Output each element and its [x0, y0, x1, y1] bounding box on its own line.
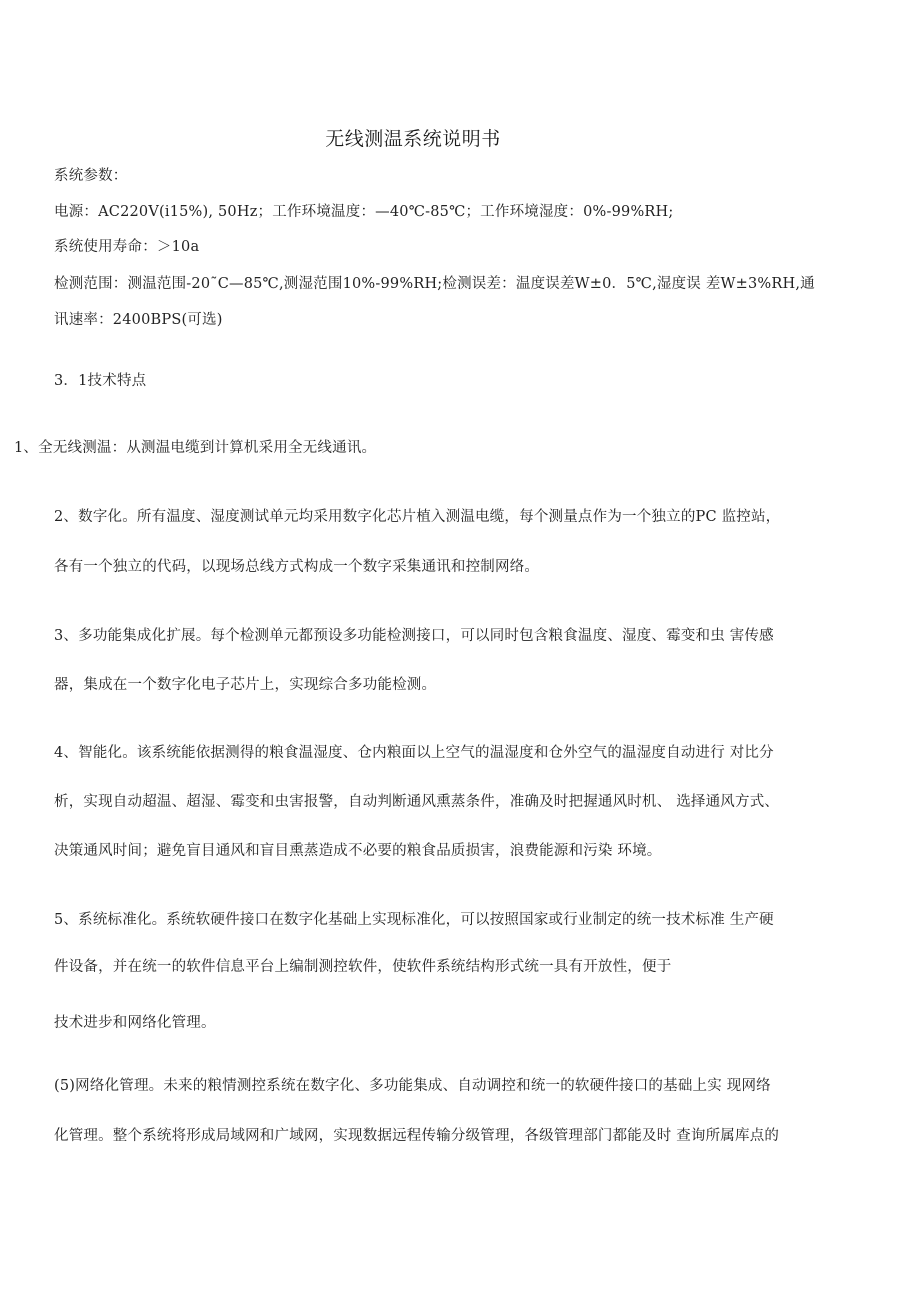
- feature-item-2-line-2: 各有一个独立的代码，以现场总线方式构成一个数字采集通讯和控制网络。: [54, 559, 540, 575]
- feature-item-6-line-1: (5)网络化管理。未来的粮情测控系统在数字化、多功能集成、自动调控和统一的软硬件接口的基础上实 现网络: [54, 1078, 771, 1094]
- params-power: 电源：AC220V(i15%), 50Hz；工作环境温度：—40℃-85℃；工作环境湿度：0%-99%RH;: [54, 204, 674, 220]
- feature-item-4-line-2: 析，实现自动超温、超湿、霉变和虫害报警，自动判断通风熏蒸条件，准确及时把握通风时机、 选择通风方式、: [54, 794, 780, 810]
- params-heading: 系统参数：: [54, 168, 128, 184]
- section-heading: 3．1技术特点: [54, 373, 147, 389]
- feature-item-5-line-2: 件设备，并在统一的软件信息平台上编制测控软件，使软件系统结构形式统一具有开放性，便于: [54, 959, 672, 975]
- params-life: 系统使用寿命：＞10a: [54, 239, 200, 255]
- feature-item-3-line-1: 3、多功能集成化扩展。每个检测单元都预设多功能检测接口，可以同时包含粮食温度、湿度、霉变和虫 害传感: [54, 628, 774, 644]
- feature-item-5-line-3: 技术进步和网络化管理。: [54, 1015, 216, 1031]
- feature-item-4-line-1: 4、智能化。该系统能依据测得的粮食温湿度、仓内粮面以上空气的温湿度和仓外空气的温湿度自动进行 对比分: [54, 745, 774, 761]
- feature-item-6-line-2: 化管理。整个系统将形成局域网和广域网，实现数据远程传输分级管理，各级管理部门都能及时 查询所属库点的: [54, 1128, 780, 1144]
- document-title: 无线测温系统说明书: [325, 128, 501, 150]
- feature-item-4-line-3: 决策通风时间；避免盲目通风和盲目熏蒸造成不必要的粮食品质损害，浪费能源和污染 环境。: [54, 843, 662, 859]
- feature-item-2-line-1: 2、数字化。所有温度、湿度测试单元均采用数字化芯片植入测温电缆，每个测量点作为一个独立的PC 监控站，: [54, 509, 781, 525]
- feature-item-3-line-2: 器，集成在一个数字化电子芯片上，实现综合多功能检测。: [54, 677, 437, 693]
- feature-item-5-line-1: 5、系统标准化。系统软硬件接口在数字化基础上实现标准化，可以按照国家或行业制定的统一技术标准 生产硬: [54, 912, 774, 928]
- params-range-line-2: 讯速率：2400BPS(可选): [54, 312, 223, 328]
- params-range-line-1: 检测范围：测温范围-20˜C—85℃,测湿范围10%-99%RH;检测误差：温度误差W±0．5℃,湿度误 差W±3%RH,通: [54, 276, 815, 292]
- feature-item-1: 1、全无线测温：从测温电缆到计算机采用全无线通讯。: [14, 440, 377, 456]
